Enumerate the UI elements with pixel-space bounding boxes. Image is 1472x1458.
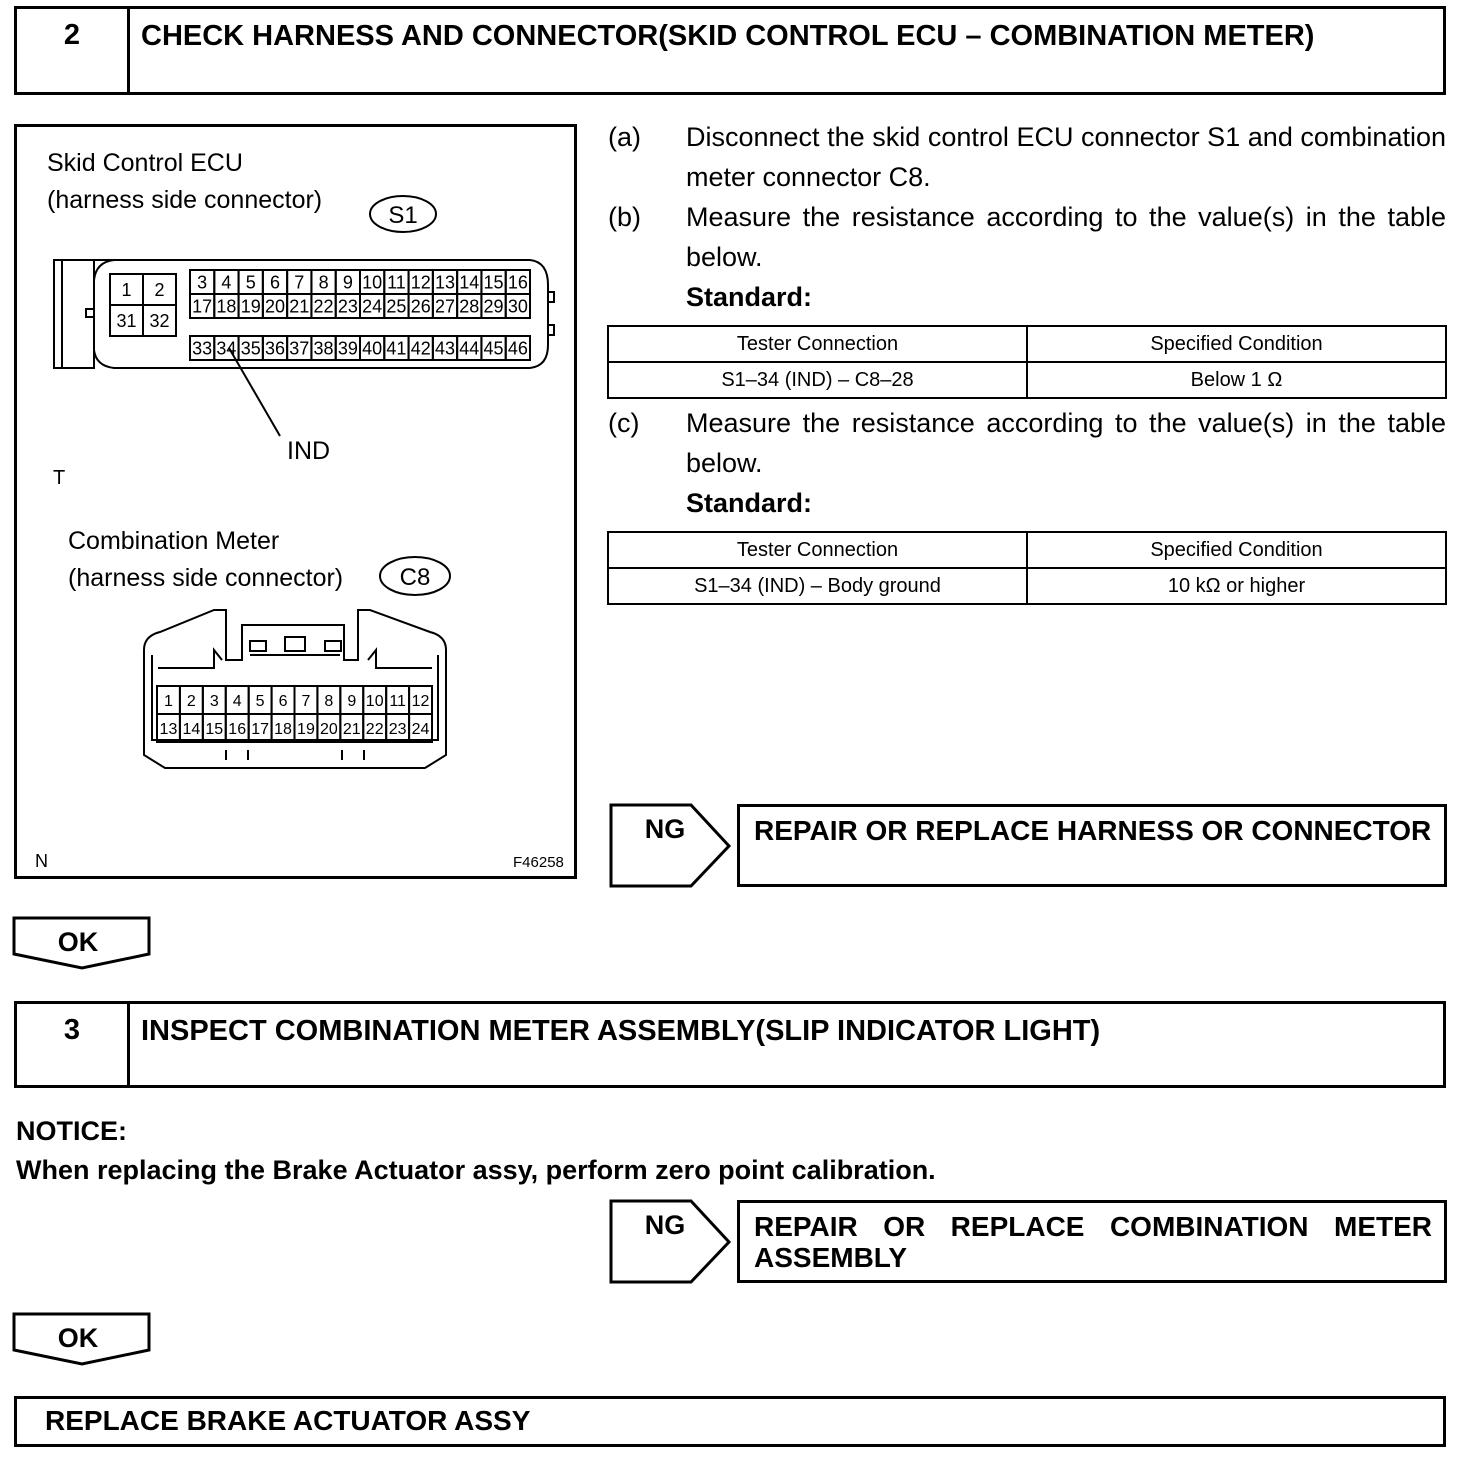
pin-cell: [190, 336, 214, 360]
pin-cell: [384, 294, 408, 318]
pin-number: 8: [324, 692, 334, 710]
table-row: [608, 568, 1446, 604]
pin-number: 14: [182, 720, 201, 738]
pin-number: 35: [240, 338, 261, 359]
pin-number: 7: [301, 692, 311, 710]
pin-number: 28: [459, 296, 480, 317]
pin-number: 3: [197, 272, 208, 293]
pin-number: 32: [149, 310, 170, 331]
table-header-row: [608, 326, 1446, 362]
pin-number: 26: [410, 296, 431, 317]
table-row: [608, 362, 1446, 398]
pin-number: 6: [278, 692, 288, 710]
table-cell: 10 kΩ or higher: [1027, 568, 1446, 604]
pin-number: 31: [116, 310, 137, 331]
pin-cell: [203, 714, 226, 742]
pin-cell: [263, 336, 287, 360]
pin-number: 21: [342, 720, 361, 738]
pin-cell: [363, 714, 386, 742]
standard-label: Standard:: [686, 488, 813, 518]
pin-cell: [360, 294, 384, 318]
pin-number: 44: [459, 338, 480, 359]
pin-cell: [457, 270, 481, 294]
pin-number: 30: [507, 296, 528, 317]
ng-result-2: REPAIR OR REPLACE COMBINATION METER ASSEMBLY: [737, 1200, 1447, 1283]
pin-cell: [457, 336, 481, 360]
pin-number: 5: [255, 692, 265, 710]
svg-text:S1: S1: [388, 202, 418, 229]
ok-arrow-1: [12, 916, 152, 971]
c8-connector-id: [380, 557, 450, 595]
pin-number: 24: [411, 720, 430, 738]
table-header: Tester Connection: [608, 532, 1027, 568]
pin-cell: [457, 294, 481, 318]
pin-number: 20: [264, 296, 286, 317]
pin-cell: [287, 270, 311, 294]
pin-cell: [214, 336, 238, 360]
svg-text:OK: OK: [57, 1323, 99, 1353]
pin-number: 39: [337, 338, 358, 359]
pin-cell: [226, 714, 249, 742]
pin-cell: [311, 336, 335, 360]
pin-number: 11: [387, 272, 406, 293]
figure-code: F46258: [513, 854, 564, 871]
s1-connector-id: [370, 196, 436, 232]
table-header: Specified Condition: [1027, 532, 1446, 568]
pin-number: 38: [313, 338, 334, 359]
spec-table-1: [607, 325, 1447, 399]
pin-cell: [336, 270, 360, 294]
pin-cell: [340, 686, 363, 714]
pin-number: 10: [365, 692, 384, 710]
table-header-row: [608, 532, 1446, 568]
notice-heading: NOTICE:: [16, 1116, 127, 1146]
pin-number: 12: [411, 692, 430, 710]
pin-number: 4: [221, 272, 232, 293]
step-c-text: Measure the resistance according to the value(s) in the table below.: [686, 408, 1446, 478]
step-number: 2: [17, 9, 130, 92]
pin-number: 18: [216, 296, 237, 317]
pin-cell: [481, 294, 505, 318]
pin-number: 4: [232, 692, 242, 710]
pin-number: 19: [240, 296, 261, 317]
pin-number: 2: [154, 279, 165, 300]
pin-number: 46: [507, 338, 528, 359]
step-a-text: Disconnect the skid control ECU connector S1 and combination meter connector C8.: [686, 122, 1446, 192]
pin-number: 23: [388, 720, 407, 738]
pin-cell: [386, 714, 409, 742]
pin-cell: [506, 270, 530, 294]
pin-cell: [226, 686, 249, 714]
pin-number: 1: [164, 692, 173, 710]
svg-text:OK: OK: [57, 927, 99, 957]
pin-cell: [287, 294, 311, 318]
pin-number: 1: [121, 279, 132, 300]
table-cell: S1–34 (IND) – Body ground: [608, 568, 1027, 604]
step-a-label: (a): [608, 122, 641, 152]
step-c-label: (c): [608, 408, 640, 438]
pin-cell: [157, 686, 180, 714]
pin-number: 17: [192, 296, 213, 317]
pin-number: 22: [313, 296, 334, 317]
pin-cell: [409, 714, 432, 742]
pin-cell: [317, 686, 340, 714]
pin-number: 20: [319, 720, 338, 738]
pin-cell: [295, 686, 318, 714]
step-b-text: Measure the resistance according to the value(s) in the table below.: [686, 202, 1446, 272]
table-header: Tester Connection: [608, 326, 1027, 362]
pin-number: 21: [289, 296, 310, 317]
pin-cell: [506, 294, 530, 318]
pin-cell: [384, 270, 408, 294]
pin-cell: [336, 294, 360, 318]
pin-cell: [409, 686, 432, 714]
pin-number: 43: [434, 338, 456, 359]
pin-number: 33: [192, 338, 213, 359]
pin-number: 24: [362, 296, 383, 317]
pin-cell: [272, 686, 295, 714]
mark-n: N: [35, 851, 48, 871]
pin-cell: [263, 294, 287, 318]
pin-number: 9: [342, 272, 353, 293]
pin-cell: [190, 270, 214, 294]
pin-cell: [336, 336, 360, 360]
pin-number: 40: [362, 338, 383, 359]
final-action-text: REPLACE BRAKE ACTUATOR ASSY: [45, 1405, 531, 1436]
table-cell: Below 1 Ω: [1027, 362, 1446, 398]
pin-cell: [203, 686, 226, 714]
pin-number: 34: [216, 338, 237, 359]
pin-cell: [214, 294, 238, 318]
pin-cell: [433, 336, 457, 360]
pin-cell: [239, 294, 263, 318]
pin-cell: [190, 294, 214, 318]
step-3-header: [14, 1001, 1446, 1088]
pin-number: 17: [251, 720, 270, 738]
pin-cell: [409, 270, 433, 294]
pin-number: 12: [410, 272, 431, 293]
pin-cell: [409, 336, 433, 360]
ind-label: IND: [287, 437, 331, 465]
pin-number: 16: [507, 272, 528, 293]
ng-arrow-1: [609, 803, 734, 889]
pin-number: 45: [483, 338, 504, 359]
pin-cell: [363, 686, 386, 714]
pin-cell: [239, 270, 263, 294]
pin-number: 11: [389, 692, 406, 710]
pin-number: 14: [459, 272, 480, 293]
pin-cell: [311, 270, 335, 294]
meter-sublabel: (harness side connector): [68, 564, 344, 592]
pin-cell: [272, 714, 295, 742]
connector-drawings: [0, 0, 600, 880]
ecu-sublabel: (harness side connector): [47, 186, 323, 214]
pin-cell: [180, 714, 203, 742]
pin-number: 9: [347, 692, 357, 710]
pin-number: 13: [434, 272, 456, 293]
ok-arrow-2: [12, 1312, 152, 1367]
pin-cell: [295, 714, 318, 742]
pin-number: 42: [410, 338, 431, 359]
spec-table-2: [607, 531, 1447, 605]
pin-cell: [360, 270, 384, 294]
pin-number: 15: [205, 720, 224, 738]
pin-number: 6: [269, 272, 281, 293]
notice-text: When replacing the Brake Actuator assy, perform zero point calibration.: [16, 1155, 936, 1185]
pin-cell: [263, 270, 287, 294]
step-number: 3: [17, 1004, 130, 1085]
pin-number: 41: [386, 338, 407, 359]
pin-number: 7: [294, 272, 305, 293]
pin-cell: [360, 336, 384, 360]
mark-t: T: [53, 467, 66, 489]
standard-label: Standard:: [686, 282, 813, 312]
pin-cell: [214, 270, 238, 294]
s1-pin-grid: [110, 270, 530, 360]
pin-number: 19: [297, 720, 315, 738]
pin-cell: [249, 714, 272, 742]
pin-number: 22: [365, 720, 384, 738]
pin-cell: [143, 305, 176, 336]
svg-text:C8: C8: [399, 564, 431, 591]
table-cell: S1–34 (IND) – C8–28: [608, 362, 1027, 398]
pin-cell: [287, 336, 311, 360]
pin-number: 2: [186, 692, 196, 710]
pin-cell: [409, 294, 433, 318]
pin-cell: [239, 336, 263, 360]
pin-cell: [249, 686, 272, 714]
pin-cell: [143, 274, 176, 305]
pin-cell: [481, 336, 505, 360]
pin-cell: [433, 270, 457, 294]
meter-label: Combination Meter: [68, 527, 280, 555]
ng-arrow-2: [609, 1199, 734, 1285]
pin-cell: [180, 686, 203, 714]
pin-number: 27: [434, 296, 456, 317]
step-title: INSPECT COMBINATION METER ASSEMBLY(SLIP INDICATOR LIGHT): [141, 1015, 1101, 1047]
pin-number: 10: [362, 272, 383, 293]
ng-result-1: REPAIR OR REPLACE HARNESS OR CONNECTOR: [737, 804, 1447, 887]
pin-cell: [311, 294, 335, 318]
pin-number: 23: [337, 296, 358, 317]
pin-cell: [386, 686, 409, 714]
pin-cell: [433, 294, 457, 318]
pin-cell: [481, 270, 505, 294]
pin-number: 36: [264, 338, 286, 359]
pin-number: 15: [483, 272, 504, 293]
step-title: CHECK HARNESS AND CONNECTOR(SKID CONTROL ECU – COMBINATION METER): [141, 20, 1315, 52]
pin-number: 25: [386, 296, 407, 317]
svg-text:NG: NG: [644, 1210, 686, 1240]
pin-number: 13: [159, 720, 178, 738]
pin-cell: [384, 336, 408, 360]
pin-number: 16: [228, 720, 247, 738]
svg-text:NG: NG: [644, 814, 686, 844]
pin-number: 37: [289, 338, 310, 359]
step-b-label: (b): [608, 202, 641, 232]
pin-cell: [110, 305, 143, 336]
pin-number: 5: [245, 272, 256, 293]
pin-cell: [157, 714, 180, 742]
pin-cell: [317, 714, 340, 742]
pin-number: 18: [274, 720, 292, 738]
pin-cell: [340, 714, 363, 742]
pin-number: 8: [318, 272, 329, 293]
pin-cell: [506, 336, 530, 360]
pin-cell: [110, 274, 143, 305]
ecu-label: Skid Control ECU: [47, 149, 243, 177]
table-header: Specified Condition: [1027, 326, 1446, 362]
pin-number: 3: [209, 692, 219, 710]
c8-pin-grid: [157, 686, 432, 742]
final-action: [14, 1396, 1446, 1447]
pin-number: 29: [483, 296, 504, 317]
